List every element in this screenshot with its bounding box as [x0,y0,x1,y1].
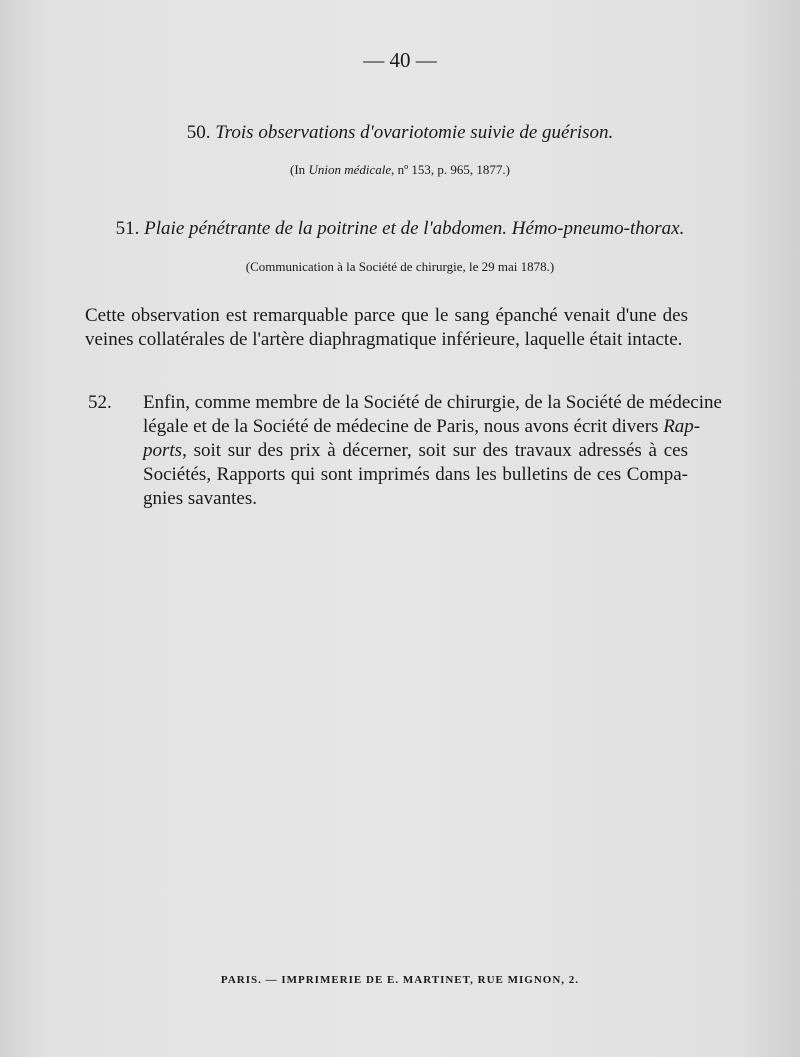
entry-51-title [0,218,800,240]
emphasis: Rap- [663,416,701,437]
entry-52-paragraph [88,391,722,511]
entry-title-text: Trois observations d'ovariotomie suivie de guérison. [215,122,614,143]
line-text: Enfin, comme membre de la Société de chirurgie, de la Société de médecine [143,392,722,413]
entry-number: 50. [186,122,211,143]
entry-51-citation: (Communication à la Société de chirurgie, le 29 mai 1878.) [245,259,555,274]
line-text: , soit sur des prix à décerner, soit sur des travaux adressés à ces [182,440,688,461]
entry-number: 52. [88,392,112,413]
entry-50-citation [0,162,800,178]
emphasis: ports [143,440,183,461]
page-number: — 40 — [363,48,437,72]
paragraph-line: Cette observation est remarquable parce que le sang épanché venait d'une des [85,305,688,326]
entry-number: 51. [115,218,140,239]
paragraph-line [143,415,701,439]
line-text: légale et de la Société de médecine de Paris, nous avons écrit divers [143,416,659,437]
entry-51-paragraph [85,304,688,352]
printer-imprint: PARIS. — IMPRIMERIE DE E. MARTINET, RUE MIGNON, 2. [220,974,580,986]
paragraph-line: gnies savantes. [143,488,257,509]
citation-open: (In [290,162,309,177]
entry-50-title [0,122,800,144]
paragraph-line: veines collatérales de l'artère diaphragmatique inférieure, laquelle était intacte. [85,329,683,350]
citation-source: Union médicale [308,162,392,177]
paragraph-line [88,391,722,415]
paragraph-line: Sociétés, Rapports qui sont imprimés dans les bulletins de ces Compa- [143,464,688,485]
paragraph-line [143,439,688,463]
citation-rest: , nº 153, p. 965, 1877.) [391,162,510,177]
entry-title-text: Plaie pénétrante de la poitrine et de l'abdomen. Hémo-pneumo-thorax. [144,218,685,239]
